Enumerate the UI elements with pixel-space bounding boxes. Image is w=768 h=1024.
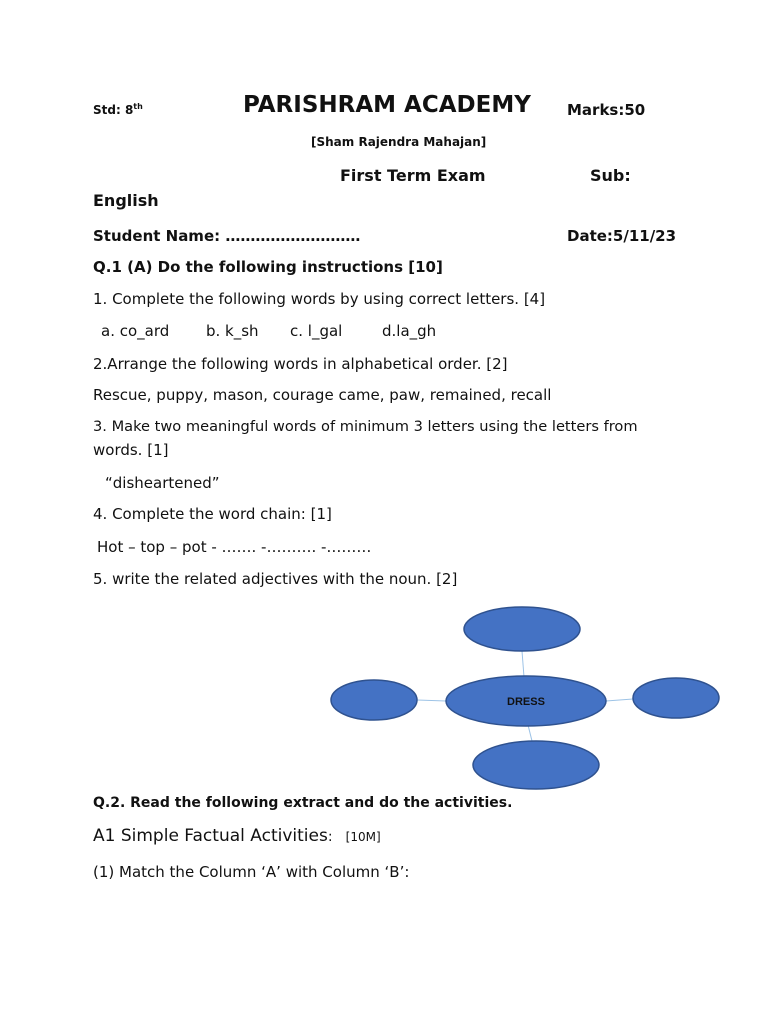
connector-top [522, 651, 524, 677]
std-text: Std: 8 [93, 103, 134, 117]
q1-item1: 1. Complete the following words by using correct letters. [4] [93, 290, 546, 308]
exam-title: First Term Exam [340, 166, 486, 185]
adjective-ellipse-top [464, 607, 580, 651]
a1-colon: : [327, 829, 333, 845]
diagram-center-label: DRESS [507, 696, 545, 708]
word-list: Rescue, puppy, mason, courage came, paw, remained, recall [93, 386, 552, 404]
exam-date: Date:5/11/23 [567, 227, 677, 245]
a1-heading [93, 826, 381, 846]
student-name-field: Student Name: ……………………… [93, 227, 361, 245]
a1-marks: [10M] [345, 830, 381, 844]
q1-item5: 5. write the related adjectives with the noun. [2] [93, 570, 458, 588]
q1-item3-word: “disheartened” [105, 474, 220, 492]
word-a: a. co_ard [101, 322, 170, 340]
match-instruction: (1) Match the Column ‘A’ with Column ‘B’: [93, 863, 410, 881]
connector-bottom [528, 725, 532, 741]
connector-right [606, 699, 633, 701]
q1-item4: 4. Complete the word chain: [1] [93, 505, 332, 523]
a1-title: A1 Simple Factual Activities [93, 826, 328, 846]
q1-item2: 2.Arrange the following words in alphabetical order. [2] [93, 355, 508, 373]
word-c: c. l_gal [290, 322, 343, 340]
q1-item3-line1: 3. Make two meaningful words of minimum 3 letters using the letters from [93, 418, 638, 435]
marks-label: Marks:50 [567, 101, 646, 119]
q1-heading: Q.1 (A) Do the following instructions [10] [93, 258, 443, 276]
q1-item3-line2: words. [1] [93, 441, 169, 459]
adjective-ellipse-right [633, 678, 719, 718]
connector-left [417, 700, 446, 701]
teacher-name: [Sham Rajendra Mahajan] [311, 135, 487, 149]
word-d: d.la_gh [382, 322, 437, 340]
adjective-ellipse-bottom [473, 741, 599, 789]
std-superscript: th [133, 102, 143, 111]
subject-label: Sub: [590, 166, 631, 185]
word-b: b. k_sh [206, 322, 259, 340]
word-chain: Hot – top – pot - ……. -………. -……… [97, 538, 372, 556]
q2-heading: Q.2. Read the following extract and do the activities. [93, 795, 513, 811]
school-title: PARISHRAM ACADEMY [243, 92, 531, 118]
adjective-ellipse-left [331, 680, 417, 720]
subject-value: English [93, 191, 159, 210]
